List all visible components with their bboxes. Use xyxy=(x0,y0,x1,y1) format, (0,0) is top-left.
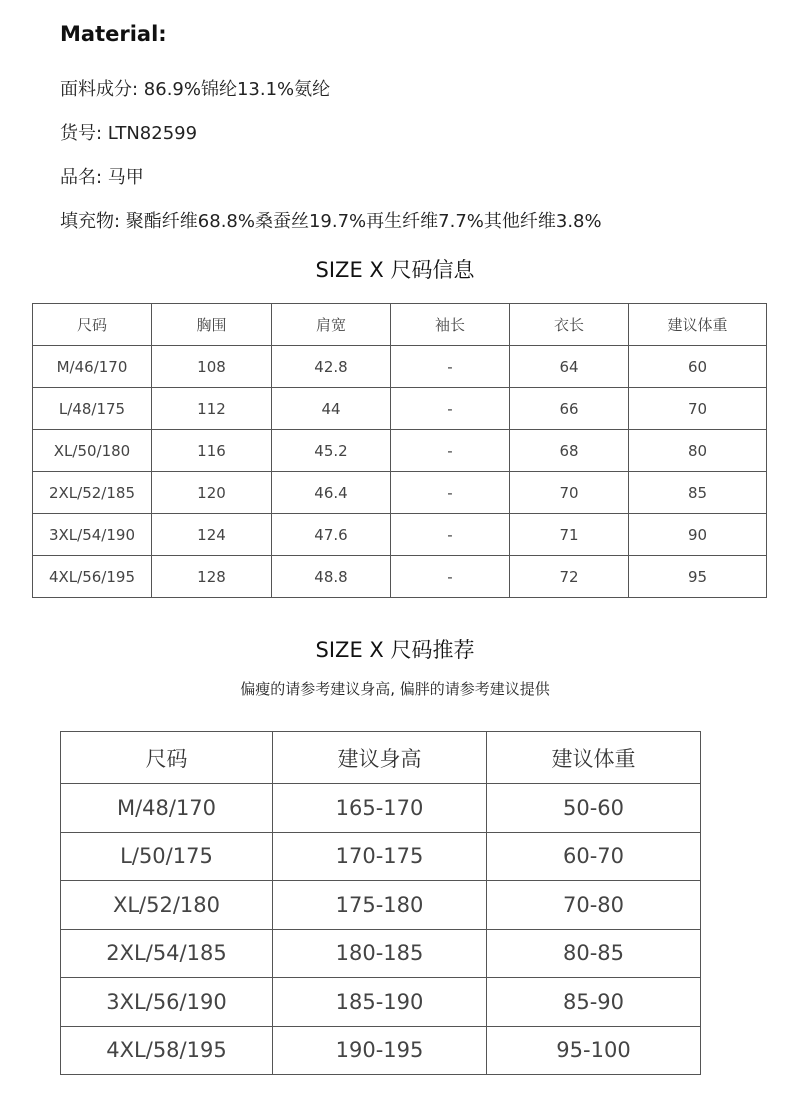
table-row xyxy=(61,784,701,833)
header-length: 衣长 xyxy=(510,304,629,346)
size-info-title: SIZE X 尺码信息 xyxy=(315,258,475,282)
cell-sleeve: - xyxy=(391,346,510,388)
cell-height: 190-195 xyxy=(273,1026,487,1075)
cell-height: 180-185 xyxy=(273,929,487,978)
cell-shoulder: 48.8 xyxy=(272,556,391,598)
table-row xyxy=(33,388,767,430)
cell-sleeve: - xyxy=(391,472,510,514)
cell-size: 4XL/58/195 xyxy=(61,1026,273,1075)
cell-sleeve: - xyxy=(391,514,510,556)
table-header-row xyxy=(33,304,767,346)
cell-length: 72 xyxy=(510,556,629,598)
cell-height: 170-175 xyxy=(273,832,487,881)
table-row xyxy=(33,514,767,556)
size-recommend-title: SIZE X 尺码推荐 xyxy=(315,638,475,662)
cell-length: 64 xyxy=(510,346,629,388)
table-row xyxy=(61,881,701,930)
cell-sleeve: - xyxy=(391,556,510,598)
cell-size: XL/52/180 xyxy=(61,881,273,930)
cell-chest: 120 xyxy=(152,472,272,514)
table-row xyxy=(61,1026,701,1075)
cell-size: 2XL/52/185 xyxy=(33,472,152,514)
material-heading: Material: xyxy=(60,22,167,46)
header-height: 建议身高 xyxy=(273,732,487,784)
table-row xyxy=(33,556,767,598)
item-number: 货号: LTN82599 xyxy=(60,123,198,144)
cell-weight: 80 xyxy=(629,430,767,472)
cell-weight: 60-70 xyxy=(487,832,701,881)
table-row xyxy=(33,472,767,514)
cell-size: 4XL/56/195 xyxy=(33,556,152,598)
cell-length: 71 xyxy=(510,514,629,556)
cell-size: XL/50/180 xyxy=(33,430,152,472)
fabric-composition: 面料成分: 86.9%锦纶13.1%氨纶 xyxy=(60,79,331,100)
cell-size: L/48/175 xyxy=(33,388,152,430)
cell-size: M/48/170 xyxy=(61,784,273,833)
header-weight: 建议体重 xyxy=(629,304,767,346)
cell-chest: 108 xyxy=(152,346,272,388)
cell-shoulder: 42.8 xyxy=(272,346,391,388)
cell-weight: 95 xyxy=(629,556,767,598)
cell-size: M/46/170 xyxy=(33,346,152,388)
header-size: 尺码 xyxy=(33,304,152,346)
cell-weight: 85 xyxy=(629,472,767,514)
cell-size: L/50/175 xyxy=(61,832,273,881)
cell-weight: 50-60 xyxy=(487,784,701,833)
cell-chest: 112 xyxy=(152,388,272,430)
cell-chest: 124 xyxy=(152,514,272,556)
cell-chest: 116 xyxy=(152,430,272,472)
header-chest: 胸围 xyxy=(152,304,272,346)
cell-height: 165-170 xyxy=(273,784,487,833)
cell-chest: 128 xyxy=(152,556,272,598)
header-shoulder: 肩宽 xyxy=(272,304,391,346)
header-size: 尺码 xyxy=(61,732,273,784)
cell-height: 185-190 xyxy=(273,978,487,1027)
header-sleeve: 袖长 xyxy=(391,304,510,346)
cell-weight: 80-85 xyxy=(487,929,701,978)
product-name: 品名: 马甲 xyxy=(60,167,144,188)
cell-weight: 90 xyxy=(629,514,767,556)
table-row xyxy=(33,430,767,472)
table-row xyxy=(61,978,701,1027)
cell-weight: 70 xyxy=(629,388,767,430)
cell-shoulder: 47.6 xyxy=(272,514,391,556)
table-row xyxy=(61,832,701,881)
header-weight: 建议体重 xyxy=(487,732,701,784)
cell-length: 66 xyxy=(510,388,629,430)
table-row xyxy=(33,346,767,388)
cell-shoulder: 44 xyxy=(272,388,391,430)
cell-weight: 95-100 xyxy=(487,1026,701,1075)
cell-length: 70 xyxy=(510,472,629,514)
cell-weight: 60 xyxy=(629,346,767,388)
cell-height: 175-180 xyxy=(273,881,487,930)
cell-weight: 85-90 xyxy=(487,978,701,1027)
size-recommend-subtitle: 偏瘦的请参考建议身高, 偏胖的请参考建议提供 xyxy=(240,680,550,698)
cell-shoulder: 45.2 xyxy=(272,430,391,472)
cell-size: 3XL/54/190 xyxy=(33,514,152,556)
cell-sleeve: - xyxy=(391,430,510,472)
table-row xyxy=(61,929,701,978)
size-recommend-table xyxy=(60,731,701,1075)
cell-size: 3XL/56/190 xyxy=(61,978,273,1027)
table-header-row xyxy=(61,732,701,784)
cell-length: 68 xyxy=(510,430,629,472)
size-info-table xyxy=(32,303,767,598)
cell-shoulder: 46.4 xyxy=(272,472,391,514)
cell-weight: 70-80 xyxy=(487,881,701,930)
cell-sleeve: - xyxy=(391,388,510,430)
filling-composition: 填充物: 聚酯纤维68.8%桑蚕丝19.7%再生纤维7.7%其他纤维3.8% xyxy=(60,211,602,232)
cell-size: 2XL/54/185 xyxy=(61,929,273,978)
